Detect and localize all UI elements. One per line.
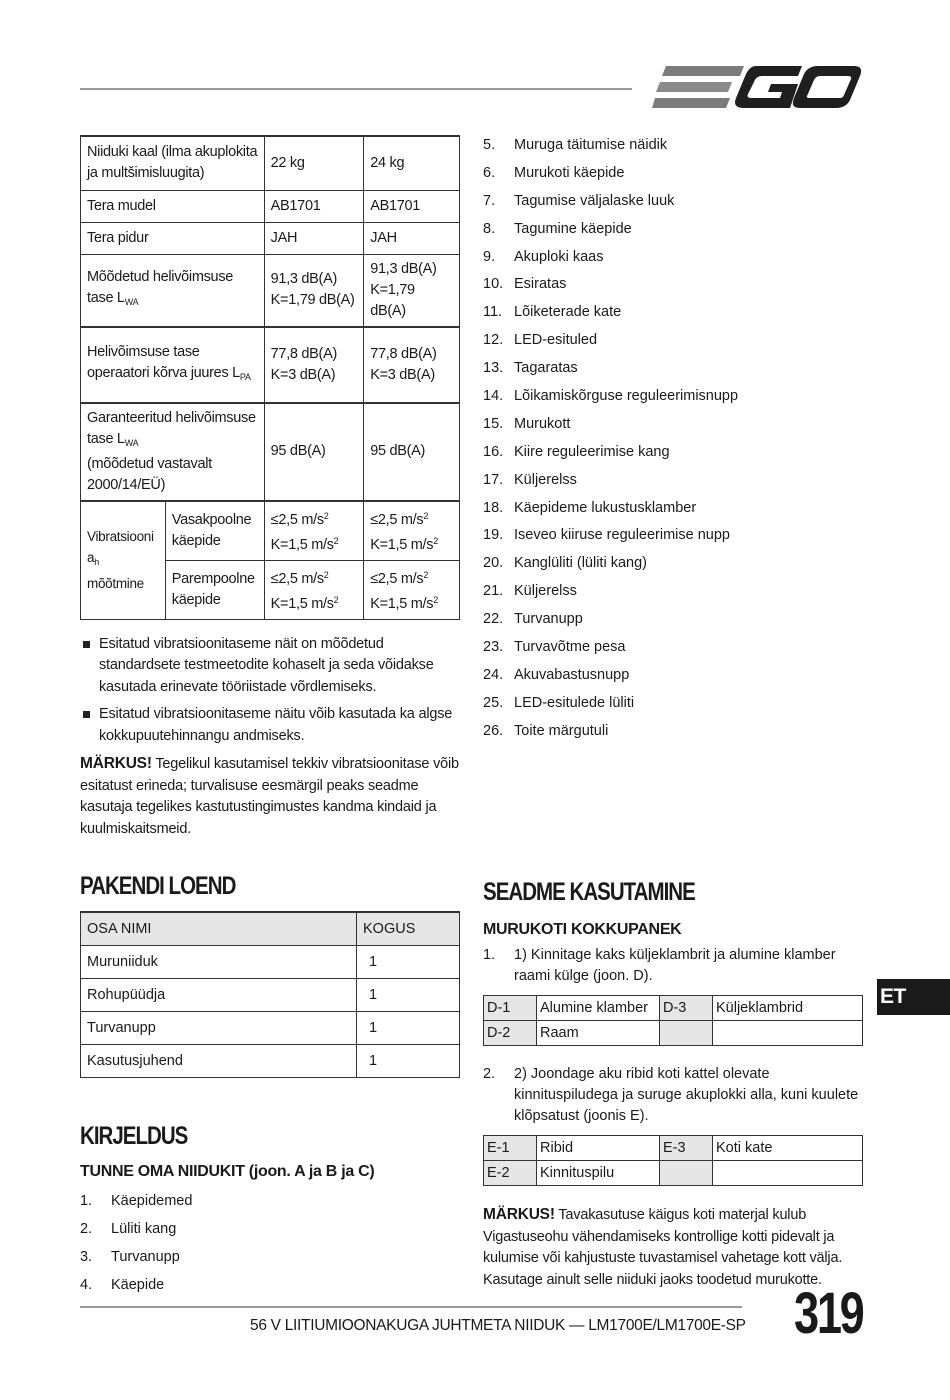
- figure-code: D-1: [484, 996, 537, 1021]
- figure-code: [660, 1021, 713, 1046]
- spec-value: AB1701: [264, 190, 364, 222]
- list-item: [483, 772, 863, 800]
- table-row: [81, 501, 460, 561]
- spec-table: [80, 135, 460, 620]
- figure-code: E-2: [484, 1161, 537, 1186]
- note-grass-bag: MÄRKUS! Tavakasutuse käigus koti materjal kulub Vigastuseohu vähendamiseks kontrollige kotti pidevalt ja kulumise või kahjustuste tuvastamisel vahetage kott välja. Kasutage ainult selle niiduki jaoks toodetud murukotte.: [483, 1206, 843, 1288]
- packing-table: [80, 911, 460, 1078]
- list-item: [483, 800, 863, 828]
- figure-label: Koti kate: [713, 1136, 863, 1161]
- item-name: Muruniiduk: [81, 946, 357, 979]
- table-row: [484, 1161, 863, 1186]
- list-item: 16. Kiire reguleerimise kang: [483, 443, 670, 460]
- item-qty: 1: [357, 1012, 460, 1045]
- spec-label: Parempoolne käepide: [165, 560, 264, 619]
- list-item: 15. Murukott: [483, 415, 571, 432]
- table-row: [81, 403, 460, 501]
- list-item: 13. Tagaratas: [483, 360, 578, 377]
- item-qty: 1: [357, 946, 460, 979]
- column-header: OSA NIMI: [81, 912, 357, 946]
- list-item: 8. Tagumine käepide: [483, 220, 632, 237]
- footer-title: 56 V LIITIUMIOONAKUGA JUHTMETA NIIDUK — LM1700E/LM1700E-SP: [250, 1317, 746, 1334]
- spec-value: 95 dB(A): [264, 403, 364, 501]
- table-header-row: [81, 912, 460, 946]
- bullet-square-icon: [83, 711, 90, 718]
- step-text: 1) Kinnitage kaks küljeklambrit ja alumine klamber raami külge (joon. D).: [514, 947, 836, 985]
- list-item: 2. Lüliti kang: [80, 1220, 177, 1237]
- figure-code: D-2: [484, 1021, 537, 1046]
- figure-label: Alumine klamber: [537, 996, 660, 1021]
- vibration-group-label: Vibratsiooni $a_h$ mõõtmine: [81, 501, 166, 620]
- description-title: KIRJELDUS: [80, 1122, 188, 1150]
- page-number: 319: [794, 1281, 863, 1346]
- table-row: [81, 979, 460, 1012]
- spec-value: 22 kg: [264, 136, 364, 190]
- list-item: 12. LED-esituled: [483, 332, 598, 349]
- spec-value: 77,8 dB(A) K=3 dB(A): [364, 327, 460, 403]
- table-row: [81, 1012, 460, 1045]
- figure-code: E-3: [660, 1136, 713, 1161]
- operation-subtitle: MURUKOTI KOKKUPANEK: [483, 921, 682, 939]
- figure-label: [713, 1161, 863, 1186]
- table-row: [81, 136, 460, 190]
- step-1: [483, 945, 863, 987]
- step-text: 2) Joondage aku ribid koti kattel olevate kinnituspiludega ja suruge akuplokki alla, kuni kuulete klõpsatust (joonis E).: [514, 1066, 859, 1125]
- table-row: [81, 946, 460, 979]
- spec-value: JAH: [264, 222, 364, 254]
- figure-code: [660, 1161, 713, 1186]
- spec-label: Tera mudel: [81, 190, 265, 222]
- list-item: 11. Lõiketerade kate: [483, 304, 622, 321]
- spec-value: 95 dB(A): [364, 403, 460, 501]
- column-header: KOGUS: [357, 912, 460, 946]
- list-item: 9. Akuploki kaas: [483, 248, 604, 265]
- operation-title: SEADME KASUTAMINE: [483, 878, 695, 907]
- spec-value: 91,3 dB(A) K=1,79 dB(A): [364, 254, 460, 327]
- figure-d-table: [483, 995, 863, 1046]
- spec-label: Garanteeritud helivõimsuse tase $L_{WA}$ (mõõdetud vastavalt 2000/14/EÜ): [81, 403, 265, 501]
- spec-value: JAH: [364, 222, 460, 254]
- table-row: [81, 1045, 460, 1078]
- list-item: 3. Turvanupp: [80, 1248, 180, 1265]
- packing-section: [80, 872, 460, 1078]
- list-item: 4. Käepide: [80, 1276, 165, 1293]
- spec-value: ≤2,5 $m/s^2$ K=1,5 $m/s^2$: [264, 560, 364, 619]
- step-number: 1.: [483, 947, 496, 964]
- table-row: [81, 222, 460, 254]
- list-item: [483, 828, 863, 856]
- language-tab: ET: [877, 979, 950, 1015]
- spec-value: ≤2,5 $m/s^2$ K=1,5 $m/s^2$: [364, 560, 460, 619]
- list-item: 14. Lõikamiskõrguse reguleerimisnupp: [483, 387, 739, 404]
- figure-label: Küljeklambrid: [713, 996, 863, 1021]
- list-item: 18. Käepideme lukustusklamber: [483, 499, 697, 516]
- item-qty: 1: [357, 1045, 460, 1078]
- figure-label: Raam: [537, 1021, 660, 1046]
- vibration-notes: [80, 634, 460, 748]
- packing-title: PAKENDI LOEND: [80, 872, 236, 900]
- description-subtitle: TUNNE OMA NIIDUKIT (joon. A ja B ja C): [80, 1163, 375, 1180]
- item-qty: 1: [357, 979, 460, 1012]
- list-item: Esitatud vibratsioonitaseme näitu võib kasutada ka algse kokkupuutehinnangu andmiseks.: [80, 704, 460, 747]
- description-section: [80, 1122, 460, 1299]
- spec-label: Tera pidur: [81, 222, 265, 254]
- right-column: [483, 135, 863, 1291]
- ego-logo: [652, 62, 862, 117]
- item-name: Rohupüüdja: [81, 979, 357, 1012]
- list-item: 6. Murukoti käepide: [483, 164, 625, 181]
- step-2: [483, 1064, 863, 1127]
- spec-label: Niiduki kaal (ilma akuplokita ja multšimisluugita): [81, 136, 265, 190]
- list-item: Esitatud vibratsioonitaseme näit on mõõdetud standardsete testmeetodite kohaselt ja seda võidakse kasutada erinevate tööriistade võrdlemiseks.: [80, 634, 460, 699]
- table-row: [484, 1136, 863, 1161]
- figure-label: [713, 1021, 863, 1046]
- list-item: 23. Turvavõtme pesa: [483, 638, 626, 655]
- spec-value: ≤2,5 $m/s^2$ K=1,5 $m/s^2$: [364, 501, 460, 561]
- step-number: 2.: [483, 1066, 496, 1083]
- table-row: [484, 1021, 863, 1046]
- table-row: [81, 190, 460, 222]
- spec-value: 77,8 dB(A) K=3 dB(A): [264, 327, 364, 403]
- list-item: [483, 745, 863, 773]
- figure-label: Kinnituspilu: [537, 1161, 660, 1186]
- list-item: 7. Tagumise väljalaske luuk: [483, 192, 675, 209]
- list-item: 21. Küljerelss: [483, 583, 577, 600]
- list-item: 10. Esiratas: [483, 276, 567, 293]
- item-name: Turvanupp: [81, 1012, 357, 1045]
- table-row: [81, 327, 460, 403]
- spec-label: Helivõimsuse tase operaatori kõrva juures $L_{PA}$: [81, 327, 265, 403]
- spec-value: ≤2,5 $m/s^2$ K=1,5 $m/s^2$: [264, 501, 364, 561]
- list-item: 22. Turvanupp: [483, 611, 583, 628]
- bullet-square-icon: [83, 641, 90, 648]
- list-item: 19. Iseveo kiiruse reguleerimise nupp: [483, 527, 730, 544]
- spec-value: 24 kg: [364, 136, 460, 190]
- list-item: 25. LED-esitulede lüliti: [483, 694, 635, 711]
- list-item: 17. Küljerelss: [483, 471, 577, 488]
- footer-rule: [80, 1306, 742, 1308]
- figure-code: D-3: [660, 996, 713, 1021]
- table-row: [484, 996, 863, 1021]
- list-item: 20. Kanglüliti (lüliti kang): [483, 555, 647, 572]
- spec-value: AB1701: [364, 190, 460, 222]
- list-item: 5. Muruga täitumise näidik: [483, 136, 668, 153]
- header-rule: [80, 88, 632, 90]
- item-name: Kasutusjuhend: [81, 1045, 357, 1078]
- note-vibration: MÄRKUS! Tegelikul kasutamisel tekkiv vibratsioonitase võib esitatust erineda; turvalisuse eesmärgil peaks seadme kasutaja tegelikes kastutustingimustes kandma kindaid ja kuulmiskaitsmeid.: [80, 755, 459, 837]
- spec-label: Vasakpoolne käepide: [165, 501, 264, 561]
- list-item: 24. Akuvabastusnupp: [483, 666, 630, 683]
- list-item: 26. Toite märgutuli: [483, 722, 609, 739]
- left-column: [80, 135, 460, 1299]
- table-row: [81, 254, 460, 327]
- parts-list-right: [483, 131, 863, 856]
- spec-label: Mõõdetud helivõimsuse tase $L_{WA}$: [81, 254, 265, 327]
- parts-list-left: [80, 1187, 460, 1299]
- figure-code: E-1: [484, 1136, 537, 1161]
- figure-e-table: [483, 1135, 863, 1186]
- list-item: 1. Käepidemed: [80, 1192, 193, 1209]
- spec-value: 91,3 dB(A) K=1,79 dB(A): [264, 254, 364, 327]
- figure-label: Ribid: [537, 1136, 660, 1161]
